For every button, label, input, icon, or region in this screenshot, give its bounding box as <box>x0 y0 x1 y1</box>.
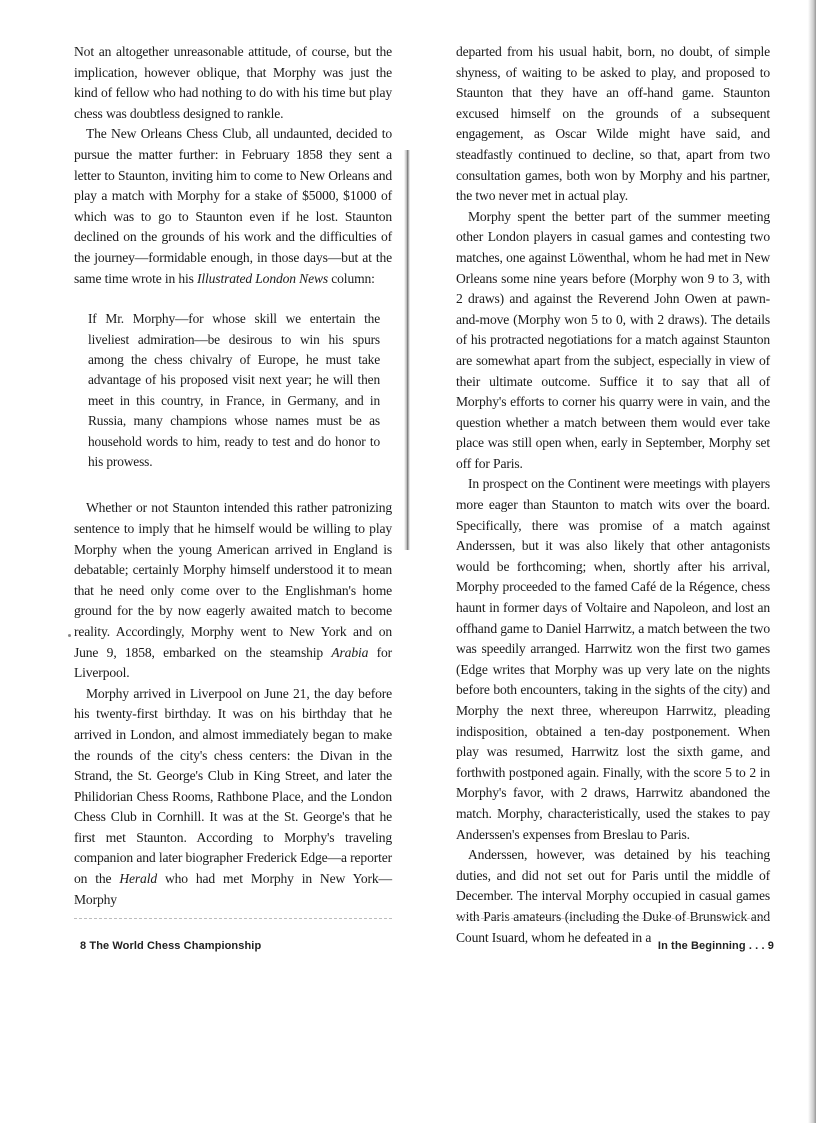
paragraph-5: departed from his usual habit, born, no doubt, of simple shyness, of waiting to be asked to play, and proposed to Staunton that they have an off-hand game. Staunton excused himself on the grounds of a subsequent engagement, as Oscar Wilde might have said, and steadfastly continued to decline, so that, apart from two consultation games, both won by Morphy and his partner, the two never met in actual play. <box>456 44 770 204</box>
left-bottom-rule <box>74 918 392 919</box>
right-bottom-rule <box>456 918 770 919</box>
block-quote <box>88 309 380 472</box>
scan-speck <box>68 634 71 637</box>
paragraph-2-italic: Illustrated London News <box>197 270 329 286</box>
left-text-column <box>74 42 392 910</box>
paragraph-3-italic: Arabia <box>331 644 369 660</box>
paragraph-8: Anderssen, however, was detained by his teaching duties, and did not set out for Paris until the middle of December. The interval Morphy occupied in casual games with Paris amateurs (including the Duke of Brunswick and Count Isuard, whom he defeated in a <box>456 847 770 945</box>
paragraph-7: In prospect on the Continent were meetings with players more eager than Staunton to match wits over the board. Specifically, there was promise of a match against Anderssen, but it was also likely that other antagonists would be forthcoming; when, shortly after his arrival, Morphy proceeded to the famed Café de la Régence, chess haunt in former days of Voltaire and Napoleon, and lost an offhand game to Daniel Harrwitz, a match between the two was speedily arranged. Harrwitz won the first two games (Edge writes that Morphy was up very late on the nights before both encounters, taking in the sights of the city) and Morphy the next three, whereupon Harrwitz, pleading indisposition, obtained a ten-day postponement. When play was resumed, Harrwitz lost the sixth game, and forthwith postponed again. Finally, with the score 5 to 2 in Morphy's favor, with 2 draws, Harrwitz abandoned the match. Morphy, characteristically, used the stakes to pay Anderssen's expenses from Breslau to Paris. <box>456 476 770 842</box>
block-quote-text: If Mr. Morphy—for whose skill we entertain the liveliest admiration—be desirous to win his spurs among the chess chivalry of Europe, he must take advantage of his proposed visit next year; he will then meet in this country, in France, in Germany, and in Russia, many champions whose names must be as household words to him, ready to test and do honor to his prowess. <box>88 311 380 469</box>
paragraph-4: Morphy arrived in Liverpool on June 21, the day before his twenty-first birthday. It was on his birthday that he arrived in London, and almost immediately began to make the rounds of the city's chess centers: the Divan in the Strand, the St. George's Club in King Street, and later the Philidorian Chess Rooms, Rathbone Place, and the London Chess Club in Cornhill. It was at the St. George's that he first met Staunton. According to Morphy's traveling companion and later biographer Frederick Edge—a reporter on the Herald who had met Morphy in New York—Morphy <box>74 685 393 907</box>
paragraph-1: Not an altogether unreasonable attitude, of course, but the implication, however oblique, that Morphy was just the kind of fellow who had nothing to do with his time but play chess was doubtless designed to rankle. <box>74 44 392 121</box>
paragraph-2: The New Orleans Chess Club, all undaunted, decided to pursue the matter further: in February 1858 they sent a letter to Staunton, inviting him to come to New Orleans and play a match with Morphy for a stake of $5000, $1000 of which was to go to Staunton even if he lost. Staunton declined on the grounds of his work and the difficulties of the journey—formidable enough, in those days—but at the same time wrote in his Illustrated London News column: <box>74 126 392 286</box>
right-page <box>408 0 816 1123</box>
paragraph-3: Whether or not Staunton intended this rather patronizing sentence to imply that he himself would be willing to play Morphy when the young American arrived in England is debatable; certainly Morphy himself understood it to mean that he need only come over to the Englishman's home ground for the by now eagerly awaited match to become reality. Accordingly, Morphy went to New York and on June 9, 1858, embarked on the steamship Arabia for Liverpool. <box>74 500 393 681</box>
right-text-column <box>456 42 770 948</box>
right-page-footer: In the Beginning . . . 9 <box>657 940 774 952</box>
paragraph-4-italic: Herald <box>119 871 157 887</box>
paragraph-6: Morphy spent the better part of the summer meeting other London players in casual games and contesting two matches, one against Löwenthal, whom he had met in New Orleans some nine years before (Morphy won 9 to 3, with 2 draws) and against the Reverend John Owen at pawn-and-move (Morphy won 5 to 0, with 2 draws). The details of his protracted negotiations for a match against Staunton are somewhat apart from the subject, especially in view of their ultimate outcome. Suffice it to say that all of Morphy's efforts to corner his quarry were in vain, and the question whether a match between them would ever take place was still open when, early in September, Morphy set off for Paris. <box>456 208 770 471</box>
page-edge-shadow <box>808 0 816 1123</box>
left-page-footer: 8 The World Chess Championship <box>80 940 262 952</box>
